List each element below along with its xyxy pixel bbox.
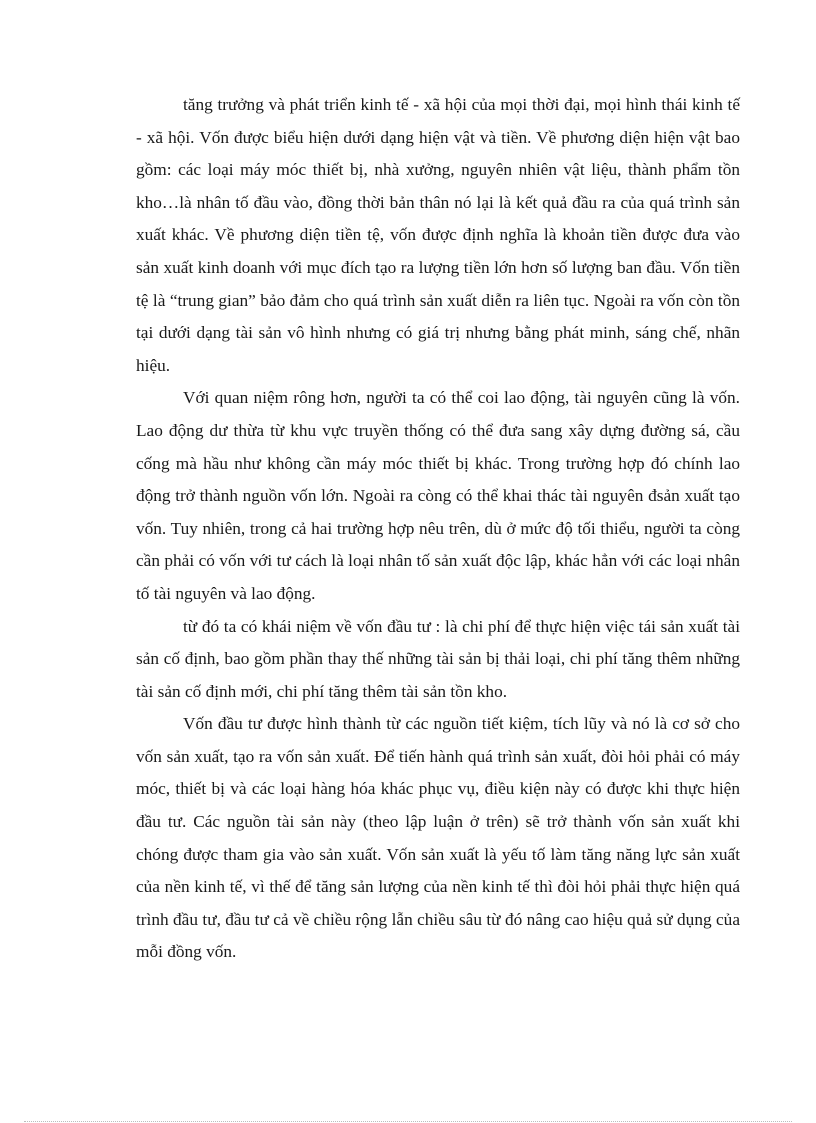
paragraph-2: Với quan niệm rông hơn, người ta có thể coi lao động, tài nguyên cũng là vốn. Lao động dư thừa từ khu vực truyền thống có thể đưa sang xây dựng đường sá, cầu cống mà hầu như không cần máy móc thiết bị khác. Trong trường hợp đó chính lao động trở thành nguồn vốn lớn. Ngoài ra còng có thể khai thác tài nguyên đsản xuất tạo vốn. Tuy nhiên, trong cả hai trường hợp nêu trên, dù ở mức độ tối thiểu, người ta còng cần phải có vốn với tư cách là loại nhân tố sản xuất độc lập, khác hẳn với các loại nhân tố tài nguyên và lao động. xyxy=(136,388,740,603)
paragraph-3: từ đó ta có khái niệm về vốn đầu tư : là chi phí để thực hiện việc tái sản xuất tài sản cố định, bao gồm phần thay thế những tài sản bị thải loại, chi phí tăng thêm những tài sản cố định mới, chi phí tăng thêm tài sản tồn kho. xyxy=(136,616,740,701)
page-bottom-divider xyxy=(24,1121,792,1122)
body-text xyxy=(136,89,740,969)
paragraph-4: Vốn đầu tư được hình thành từ các nguồn tiết kiệm, tích lũy và nó là cơ sở cho vốn sản xuất, tạo ra vốn sản xuất. Để tiến hành quá trình sản xuất, đòi hỏi phải có máy móc, thiết bị và các loại hàng hóa khác phục vụ, điều kiện này có được khi thực hiện đầu tư. Các nguồn tài sản này (theo lập luận ở trên) sẽ trở thành vốn sản xuất khi chóng được tham gia vào sản xuất. Vốn sản xuất là yếu tố làm tăng năng lực sản xuất của nền kinh tế, vì thế để tăng sản lượng của nền kinh tế thì đòi hỏi phải thực hiện quá trình đầu tư, đầu tư cả về chiều rộng lẫn chiều sâu từ đó nâng cao hiệu quả sử dụng của mỗi đồng vốn. xyxy=(136,714,740,962)
paragraph-1: tăng trưởng và phát triển kinh tế - xã hội của mọi thời đại, mọi hình thái kinh tế - xã hội. Vốn được biểu hiện dưới dạng hiện vật và tiền. Về phương diện hiện vật bao gồm: các loại máy móc thiết bị, nhà xưởng, nguyên nhiên vật liệu, thành phẩm tồn kho…là nhân tố đầu vào, đồng thời bản thân nó lại là kết quả đầu ra của quá trình sản xuất khác. Về phương diện tiền tệ, vốn được định nghĩa là khoản tiền được đưa vào sản xuất kinh doanh với mục đích tạo ra lượng tiền lớn hơn số lượng ban đầu. Vốn tiền tệ là “trung gian” bảo đảm cho quá trình sản xuất diễn ra liên tục. Ngoài ra vốn còn tồn tại dưới dạng tài sản vô hình nhưng có giá trị nhưng bằng phát minh, sáng chế, nhãn hiệu. xyxy=(136,95,740,375)
